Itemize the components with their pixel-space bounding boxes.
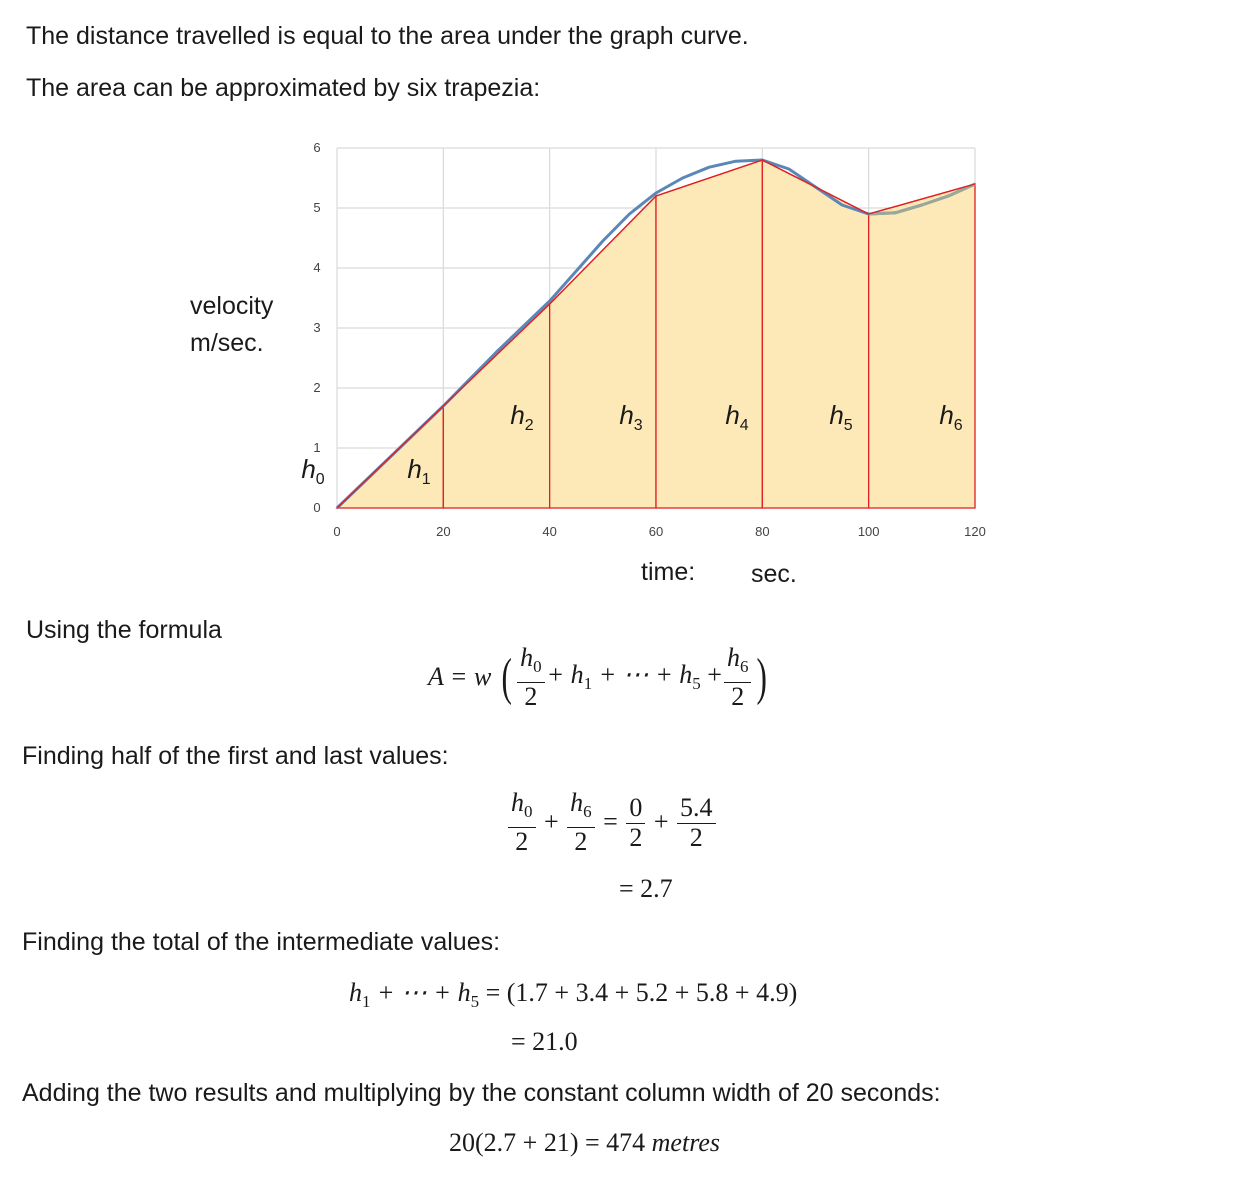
x-tick-label-0: 0: [333, 524, 341, 539]
height-label-h0: $h_0$: [301, 454, 325, 488]
x-tick-label-60: 60: [648, 524, 664, 539]
intermediate-result: = 21.0: [511, 1027, 578, 1056]
h6-over-2: $\frac{h_6}{2}$: [724, 643, 752, 711]
trapezium-5: [762, 160, 868, 508]
left-paren: (: [501, 648, 512, 706]
height-label-h2: $h_2$: [510, 400, 534, 434]
x-axis-label-time: time:: [641, 558, 696, 586]
intro-line-1: The distance travelled is equal to the area under the graph curve.: [26, 22, 749, 50]
intro-line-2: The area can be approximated by six trapezia:: [26, 74, 541, 102]
y-axis-label-line-1: velocity: [190, 292, 274, 320]
x-tick-label-120: 120: [964, 524, 986, 539]
height-label-h5: $h_5$: [829, 400, 853, 434]
height-label-h4: $h_4$: [725, 400, 749, 434]
y-tick-label-1: 1: [313, 440, 321, 455]
y-tick-label-5: 5: [313, 200, 321, 215]
half-result: = 2.7: [619, 874, 673, 903]
height-label-h1: $h_1$: [407, 454, 431, 488]
y-tick-label-3: 3: [313, 320, 321, 335]
half-equation: $\frac{h_0}{2}$ + $\frac{h_6}{2}$ = $\frac{0}{2}$ + $\frac{5.4}{2}$: [506, 788, 718, 856]
right-paren: ): [756, 648, 768, 706]
formula-heading: Using the formula: [26, 616, 222, 644]
x-tick-label-80: 80: [755, 524, 770, 539]
y-tick-label-6: 6: [313, 140, 321, 155]
intermediate-equation: $h_1$ + ⋯ + $h_5 = (1.7 + 3.4 + 5.2 + 5.8 + 4.9)$: [349, 978, 798, 1011]
half-heading: Finding half of the first and last values:: [22, 742, 449, 770]
trapezium-2: [443, 304, 549, 508]
x-tick-label-20: 20: [436, 524, 451, 539]
final-heading: Adding the two results and multiplying by the constant column width of 20 seconds:: [22, 1079, 941, 1107]
y-tick-label-2: 2: [313, 380, 321, 395]
final-equation: 20(2.7 + 21) = 474 metres: [449, 1128, 721, 1157]
h0-over-2: $\frac{h_0}{2}$: [517, 643, 545, 711]
y-tick-label-0: 0: [313, 500, 321, 515]
trapezium-formula: A = w ( $\frac{h_0}{2}$ + $h_1$ + ⋯ + $h_5$ + $\frac{h_6}{2}$ ): [428, 643, 768, 711]
x-tick-label-100: 100: [857, 524, 880, 539]
formula-lhs: A = w: [428, 662, 492, 691]
y-tick-label-4: 4: [313, 260, 321, 275]
intermediate-heading: Finding the total of the intermediate values:: [22, 928, 501, 956]
height-label-h3: $h_3$: [619, 400, 643, 434]
x-axis-label-unit: sec.: [751, 560, 797, 588]
height-label-h6: $h_6$: [939, 400, 963, 434]
trapezium-6: [869, 184, 975, 508]
y-axis-label-line-2: m/sec.: [190, 329, 264, 357]
trapezium-4: [656, 160, 762, 508]
x-tick-label-40: 40: [542, 524, 557, 539]
